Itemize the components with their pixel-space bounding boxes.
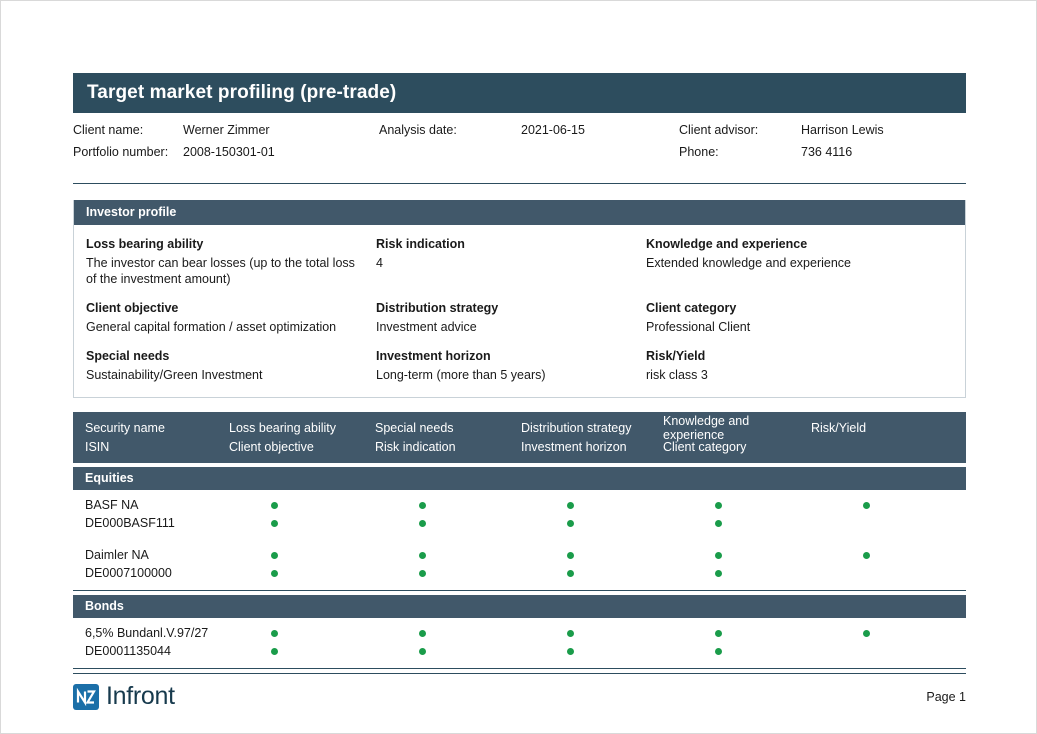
mark-line-bottom [567,642,574,660]
mark-col-loss-bearing-ability [271,496,419,532]
profile-field-client-category [646,301,953,335]
security-isin: DE0007100000 [85,566,172,580]
page-number: Page 1 [926,689,966,704]
green-dot-icon [271,552,278,559]
profile-field-distribution-strategy [376,301,646,335]
col-header-isin: ISIN [85,439,110,454]
table-row [73,618,966,668]
green-dot-icon [715,570,722,577]
mark-col-special-needs [419,624,567,660]
green-dot-icon [715,648,722,655]
table-row [73,490,966,540]
green-dot-icon [567,520,574,527]
security-identity [85,496,271,532]
field-title: Investment horizon [376,349,491,363]
mark-line-bottom [419,514,426,532]
security-name: BASF NA [85,498,139,512]
security-name: Daimler NA [85,548,149,562]
field-value: Professional Client [646,320,751,334]
group-header-bonds: Bonds [73,595,966,618]
mark-line-top [863,624,870,642]
section-divider [73,183,966,184]
security-identity [85,624,271,660]
phone-label: Phone: [679,145,719,159]
security-identity [85,546,271,582]
green-dot-icon [863,502,870,509]
field-title: Loss bearing ability [86,237,204,251]
mark-line-bottom [271,642,278,660]
analysis-date-value: 2021-06-15 [521,123,585,137]
securities-table-header [73,412,966,463]
portfolio-number-label-cell [73,145,183,159]
mark-line-top [715,546,722,564]
mark-line-top [419,546,426,564]
green-dot-icon [271,648,278,655]
group-header-equities: Equities [73,467,966,490]
mark-line-bottom [271,564,278,582]
security-isin: DE0001135044 [85,644,171,658]
profile-field-risk-indication [376,237,646,287]
mark-col-distribution-strategy [567,624,715,660]
meta-row [73,145,966,167]
investor-profile-panel [73,200,966,398]
brand-name: Infront [106,682,175,710]
mark-line-bottom [567,564,574,582]
green-dot-icon [271,570,278,577]
mark-line-top [567,624,574,642]
profile-field-knowledge-and-experience [646,237,953,287]
field-value: Extended knowledge and experience [646,256,852,270]
empty-dot-icon [863,520,870,527]
mark-col-risk-yield [863,624,954,660]
green-dot-icon [567,630,574,637]
field-title: Client objective [86,301,179,315]
mark-line-top [271,496,278,514]
mark-line-bottom [271,514,278,532]
col-header-client-objective: Client objective [229,439,314,454]
field-value: Sustainability/Green Investment [86,368,263,382]
table-header-row-secondary [85,437,954,456]
brand-logo [73,682,175,711]
field-value: Long-term (more than 5 years) [376,368,546,382]
profile-field-risk-yield [646,349,953,383]
analysis-date-label: Analysis date: [379,123,457,137]
profile-field-investment-horizon [376,349,646,383]
mark-line-top [567,496,574,514]
report-title-bar [73,73,966,113]
field-title: Distribution strategy [376,301,499,315]
col-header-loss-bearing-ability: Loss bearing ability [229,420,337,435]
client-advisor-value-cell [801,123,966,137]
green-dot-icon [419,552,426,559]
client-name-label: Client name: [73,123,144,137]
empty-dot-icon [863,648,870,655]
client-advisor-value: Harrison Lewis [801,123,884,137]
col-header-knowledge-and-experience: Knowledge and experience [663,413,750,442]
profile-field-loss-bearing-ability [86,237,376,287]
mark-line-bottom [863,514,870,532]
mark-col-risk-yield [863,496,954,532]
client-meta-block [73,123,966,167]
green-dot-icon [715,520,722,527]
document-content [73,73,966,669]
field-value: risk class 3 [646,368,708,382]
green-dot-icon [567,648,574,655]
analysis-date-value-cell [521,123,679,137]
green-dot-icon [419,520,426,527]
mark-line-top [567,546,574,564]
mark-line-top [419,496,426,514]
col-header-risk-indication: Risk indication [375,439,456,454]
suitability-marks [271,496,954,532]
table-row [73,540,966,590]
investor-profile-body [74,225,965,397]
col-header-investment-horizon: Investment horizon [521,439,627,454]
mark-line-bottom [863,564,870,582]
col-header-special-needs: Special needs [375,420,454,435]
mark-line-top [419,624,426,642]
mark-line-bottom [715,642,722,660]
investor-profile-row [86,301,953,335]
mark-col-knowledge-and-experience [715,546,863,582]
mark-col-loss-bearing-ability [271,624,419,660]
mark-line-bottom [567,514,574,532]
profile-field-client-objective [86,301,376,335]
green-dot-icon [271,630,278,637]
empty-dot-icon [863,570,870,577]
portfolio-number-value-cell [183,145,379,159]
client-name-label-cell [73,123,183,137]
green-dot-icon [271,520,278,527]
field-title: Risk/Yield [646,349,706,363]
field-title: Risk indication [376,237,465,251]
col-header-security-name: Security name [85,420,165,435]
mark-col-special-needs [419,546,567,582]
suitability-marks [271,546,954,582]
green-dot-icon [715,552,722,559]
green-dot-icon [863,630,870,637]
meta-row [73,123,966,145]
mark-line-top [863,546,870,564]
mark-line-top [715,496,722,514]
security-isin: DE000BASF111 [85,516,175,530]
field-value: The investor can bear losses (up to the total loss of the investment amount) [86,256,355,286]
mark-line-bottom [715,564,722,582]
green-dot-icon [715,630,722,637]
investor-profile-row [86,237,953,287]
field-title: Special needs [86,349,170,363]
investor-profile-row [86,349,953,383]
mark-col-knowledge-and-experience [715,624,863,660]
green-dot-icon [863,552,870,559]
field-value: Investment advice [376,320,477,334]
col-header-distribution-strategy: Distribution strategy [521,420,632,435]
portfolio-number-label: Portfolio number: [73,145,169,159]
table-header-row-primary [85,413,954,442]
page-footer [73,673,966,711]
mark-col-distribution-strategy [567,496,715,532]
mark-col-distribution-strategy [567,546,715,582]
phone-value-cell [801,145,966,159]
investor-profile-heading: Investor profile [74,200,965,225]
mark-col-risk-yield [863,546,954,582]
green-dot-icon [567,502,574,509]
phone-label-cell [679,145,801,159]
green-dot-icon [271,502,278,509]
phone-value: 736 4116 [801,145,853,159]
infront-logo-icon [73,684,99,710]
green-dot-icon [567,570,574,577]
mark-line-bottom [863,642,870,660]
client-advisor-label-cell [679,123,801,137]
client-name-value-cell [183,123,379,137]
analysis-date-label-cell [379,123,521,137]
field-title: Knowledge and experience [646,237,808,251]
client-name-value: Werner Zimmer [183,123,270,137]
mark-line-top [863,496,870,514]
green-dot-icon [419,570,426,577]
mark-line-bottom [419,564,426,582]
mark-line-bottom [715,514,722,532]
group-body-equities [73,490,966,591]
page-title: Target market profiling (pre-trade) [87,82,397,103]
green-dot-icon [419,630,426,637]
col-header-risk-yield: Risk/Yield [811,420,867,435]
client-advisor-label: Client advisor: [679,123,759,137]
green-dot-icon [419,648,426,655]
mark-line-top [715,624,722,642]
mark-col-special-needs [419,496,567,532]
mark-line-top [271,546,278,564]
green-dot-icon [419,502,426,509]
suitability-marks [271,624,954,660]
mark-col-knowledge-and-experience [715,496,863,532]
security-name: 6,5% Bundanl.V.97/27 [85,626,209,640]
col-header-client-category: Client category [663,439,747,454]
mark-col-loss-bearing-ability [271,546,419,582]
green-dot-icon [567,552,574,559]
field-value: General capital formation / asset optimization [86,320,337,334]
field-value: 4 [376,256,383,270]
mark-line-bottom [419,642,426,660]
mark-line-top [271,624,278,642]
profile-field-special-needs [86,349,376,383]
field-title: Client category [646,301,737,315]
green-dot-icon [715,502,722,509]
group-body-bonds [73,618,966,669]
portfolio-number-value: 2008-150301-01 [183,145,275,159]
